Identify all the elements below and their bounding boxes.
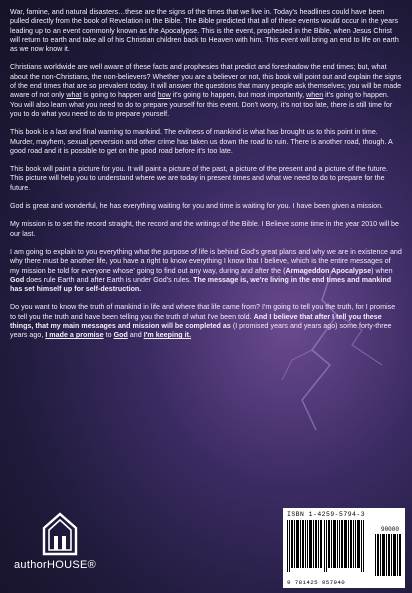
emphasis-how: how xyxy=(157,91,171,100)
emphasis-message: The message is, we're living in the end times and mankind has set himself up for self-destruction. xyxy=(10,275,392,294)
emphasis-when: when xyxy=(306,91,324,100)
paragraph-text: Do you want to know the truth of mankind in life and where that life came from? I'm going to tell you the truth, for I promise to tell you the truth and have been telling you the truth of what I've been told. xyxy=(10,303,396,321)
paragraph-signs-of-times xyxy=(10,8,402,54)
emphasis-god: God xyxy=(113,331,128,340)
paragraph-text: I am going to explain to you everything what the purpose of life is behind God's great plans and why we are in existence and why there must be another life, you have a right to know everything I know that I believe, which is the entire messages of my mission be told for everyone whose' going to find out any way, during and after the ( xyxy=(10,247,402,275)
paragraph-text: War, famine, and natural disasters…these are the signs of the times that we live in. Today's headlines could have been pulled directly from the book of Revelation in the Bible. The Bible predicted that all of these events would occur in the years leading up to an event commonly known as the Apocalypse. This is the event, prophesied in the Bible, when Jesus Christ will return to earth and take all of his Christian children back to Heaven with him. This event will bring an end to life on earth as we now know it. xyxy=(10,8,399,54)
paragraph-text: is going to happen and xyxy=(81,91,158,100)
paragraph-text: (I promised years and years ago) some forty-three years ago, xyxy=(10,322,392,340)
publisher-name: authorHOUSE® xyxy=(14,559,97,571)
paragraph-text: and xyxy=(127,331,144,340)
isbn-label: ISBN 1-4259-5794-3 xyxy=(287,511,366,518)
paragraph-text: My mission is to set the record straight, the record and the writings of the Bible. I Believe some time in the year 2010 will be our last. xyxy=(10,220,399,238)
barcode-bars xyxy=(287,520,371,572)
paragraph-picture xyxy=(10,165,402,193)
price-barcode-bars xyxy=(375,534,401,576)
emphasis-god: God xyxy=(10,275,25,284)
emphasis-what: what xyxy=(66,91,82,100)
paragraph-text: This book will paint a picture for you. It will paint a picture of the past, a picture of the present and a picture of the future. This picture will help you to understand where we are today in present times and what we need to do to prepare for the future. xyxy=(10,165,388,192)
paragraph-text: This book is a last and final warning to mankind. The evilness of mankind is what has brought us to this point in time. Murder, mayhem, sexual perversion and other crime has taken us down the road to ruin. There is another road, though. A good road and it is possible to get on the good road before it's too late. xyxy=(10,128,393,155)
paragraph-christians-worldwide xyxy=(10,63,402,119)
paragraph-text: it's going to happen, but most importantly, xyxy=(170,91,307,100)
back-cover-text xyxy=(10,8,402,350)
paragraph-text: God is great and wonderful, he has everything waiting for you and time is waiting for you. I have been given a mission. xyxy=(10,202,384,211)
emphasis-main-messages: And I believe that after I tell you these things, that my main messages and mission will be completed as xyxy=(10,312,382,331)
paragraph-truth-of-mankind xyxy=(10,303,402,340)
ean-number: 9 781425 957940 xyxy=(287,579,346,586)
paragraph-god-is-great xyxy=(10,202,402,211)
publisher-logo xyxy=(14,512,124,582)
paragraph-text: ) when xyxy=(371,266,393,275)
paragraph-text: Christians worldwide are well aware of these facts and prophesies that predict and foreshadow the end times; but, what about the non-Christians, the non-believers? Whether you are a believer or not, this book will point out and explain the signs of the end times that are so prevalent today. It will answer the questions that many people ask themselves; you will be made aware of not only xyxy=(10,63,402,100)
price-code: 90000 xyxy=(380,526,399,533)
emphasis-armageddon: Armageddon Apocalypse xyxy=(285,266,372,275)
paragraph-text: it's going to happen. You will also learn what you need to do to prepare yourself for this event. Don't worry, it's not too late, there is still time for you to do what you need to do to prepare yourself. xyxy=(10,91,393,118)
emphasis-made-promise: I made a promise xyxy=(45,331,104,340)
paragraph-final-warning xyxy=(10,128,402,156)
paragraph-mission xyxy=(10,220,402,239)
isbn-barcode xyxy=(283,508,405,588)
paragraph-explain-purpose xyxy=(10,248,402,294)
paragraph-text: to xyxy=(103,331,114,340)
paragraph-text: does rule Earth and after Earth is under God's rules. xyxy=(24,275,194,284)
house-icon xyxy=(42,512,78,556)
emphasis-keeping-it: I'm keeping it. xyxy=(143,331,192,340)
